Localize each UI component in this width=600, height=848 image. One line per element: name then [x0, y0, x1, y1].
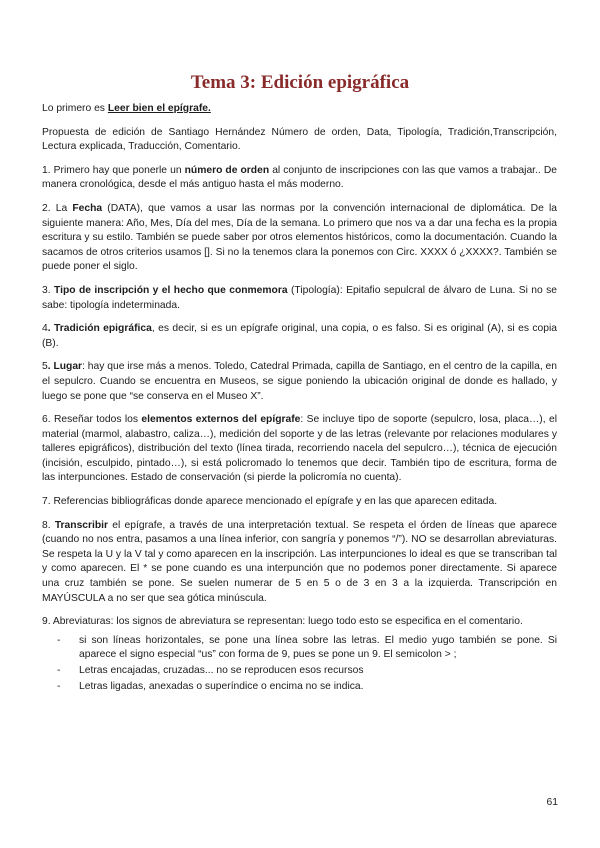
- page-title: Tema 3: Edición epigráfica: [190, 72, 410, 93]
- intro-text: Lo primero es: [42, 103, 108, 114]
- paragraph-4-bold: . Tradición epigráfica: [47, 323, 152, 335]
- list-item: - Letras encajadas, cruzadas... no se reproducen esos recursos: [79, 664, 557, 679]
- paragraph-5-bold: . Lugar: [47, 361, 83, 373]
- paragraph-3-pre: 3.: [42, 284, 54, 296]
- paragraph-8-pre: 8.: [42, 519, 55, 531]
- paragraph-8-bold: Transcribir: [54, 519, 109, 531]
- document-body: [42, 102, 557, 695]
- paragraph-4-pre: 4: [42, 323, 48, 335]
- paragraph-4-post: , es decir, si es un epígrafe original, una copia, o es falso. Si es original (A), si es copia (B).: [42, 323, 558, 349]
- paragraph-2-pre: 2. La: [42, 202, 73, 214]
- abbreviation-list: [42, 634, 557, 694]
- paragraph-1-bold: número de orden: [184, 164, 270, 176]
- paragraph-4: [42, 322, 557, 351]
- list-item: - si son líneas horizontales, se pone una línea sobre las letras. El medio yugo también se pone. Si aparece el signo especial “us” con forma de 9, pues se pone un 9. El semicolon > ;: [79, 634, 557, 663]
- paragraph-6-bold: elementos externos del epígrafe: [141, 414, 301, 426]
- intro-emphasis: Leer bien el epígrafe.: [107, 103, 211, 114]
- paragraph-3-bold: Tipo de inscripción y el hecho que conmemora: [54, 284, 288, 296]
- intro-paragraph: [42, 102, 557, 117]
- paragraph-3-post: (Tipología): Epitafio sepulcral de álvaro de Luna. Si no se sabe: tipología indeterminada.: [42, 284, 558, 311]
- paragraph-1-pre: 1. Primero hay que ponerle un: [42, 164, 185, 176]
- proposal-paragraph: Propuesta de edición de Santiago Hernández Número de orden, Data, Tipología, Tradición,Transcripción, Lectura explicada, Traducción, Comentario.: [42, 126, 557, 153]
- paragraph-5-pre: 5: [42, 361, 48, 373]
- paragraph-6-pre: 6. Reseñar todos los: [42, 414, 142, 426]
- paragraph-5: [42, 360, 557, 404]
- paragraph-6: [42, 413, 557, 486]
- paragraph-1-post: al conjunto de inscripciones con las que vamos a trabajar.. De manera cronológica, desde el más antiguo hasta el más moderno.: [42, 164, 557, 191]
- paragraph-5-post: : hay que irse más a menos. Toledo, Catedral Primada, capilla de Santiago, en el centro de la capilla, en el sepulcro. Cuando se encuentra en Museos, se sigue poniendo la ubicación original de donde es hallado, y luego se pone que “se conserva en el Museo X”.: [42, 361, 557, 402]
- paragraph-1: [42, 164, 557, 193]
- page-number: 61: [546, 797, 558, 808]
- paragraph-6-post: : Se incluye tipo de soporte (sepulcro, losa, placa…), el material (marmol, alabastro, caliza…), medición del soporte y de las letras (relevante por relaciones modulares y talleres epigráficos), distribución del texto (línea tirada, recorriendo nacela del sepulcro…), técnica de ejecución (incisión, esculpido, pintado…), si está policromado lo tenemos que decir. También tipo de escritura, forma de las interpunciones. Estado de conservación (si pierde la policromía no cuenta).: [42, 414, 557, 484]
- paragraph-7: 7. Referencias bibliográficas donde aparece mencionado el epígrafe y en las que aparecen editada.: [42, 496, 498, 508]
- paragraph-3: [42, 284, 557, 313]
- paragraph-8: [42, 519, 557, 607]
- paragraph-2-post: (DATA), que vamos a usar las normas por la convención internacional de diplomática. De la siguiente manera: Año, Mes, Día del mes, Día de la semana. Lo primero que nos va a dar una fecha es la propia escritura y su estilo. También se puede saber por otros elementos históricos, como la documentación. Cuando la sacamos de otros criterios usamos []. Si no la tenemos clara la ponemos con Circ. XXXX ó ¿XXXX?. También se puede poner el siglo.: [42, 202, 557, 273]
- paragraph-2-bold: Fecha: [72, 202, 103, 214]
- paragraph-8-post: el epígrafe, a través de una interpretación textual. Se respeta el órden de líneas que aparece (cuando no nos entra, pasamos a una línea inferior, con sangría y ponemos “/”). NO se desarrollan abreviaturas. Se respeta la U y la V tal y como aparecen en la inscripción. Las interpunciones lo ideal es que se transcriban tal y como aparecen. El * se pone cuando es una interpunción que no podemos poner directamente. Si aparece una cruz también se pone. Se suelen numerar de 5 en 5 o de 3 en 3 a la izquierda. Transcripción en MAYÚSCULA a no ser que sea gótica minúscula.: [42, 519, 558, 604]
- paragraph-9: 9. Abreviaturas: los signos de abreviatura se representan: luego todo esto se especifica en el comentario.: [42, 616, 523, 628]
- paragraph-2: [42, 202, 557, 275]
- list-item: - Letras ligadas, anexadas o superíndice o encima no se indica.: [79, 680, 557, 695]
